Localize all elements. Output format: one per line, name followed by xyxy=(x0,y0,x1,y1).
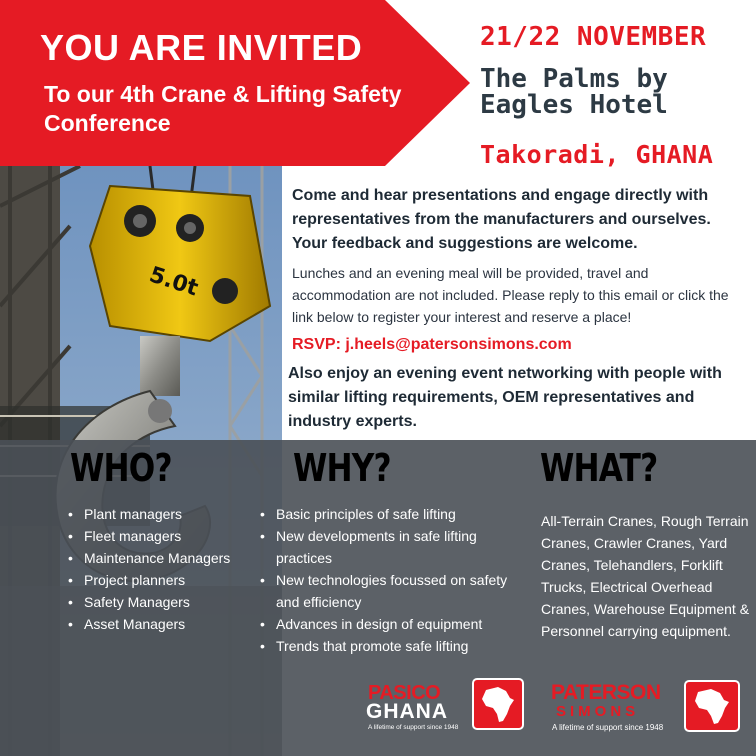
what-heading: WHAT? xyxy=(540,446,658,490)
paterson-africa-icon xyxy=(684,680,740,732)
why-item: • Basic principles of safe lifting xyxy=(258,503,520,525)
who-list xyxy=(66,503,266,635)
event-venue: The Palms by Eagles Hotel xyxy=(480,64,668,120)
who-item: • Fleet managers xyxy=(66,525,266,547)
why-item: • New developments in safe lifting practices xyxy=(258,525,520,569)
who-item: • Project planners xyxy=(66,569,266,591)
pasico-logo-line1: PASICO xyxy=(368,682,441,704)
why-item: • Advances in design of equipment xyxy=(258,613,520,635)
why-item: • Trends that promote safe lifting xyxy=(258,635,520,657)
who-item: • Safety Managers xyxy=(66,591,266,613)
paterson-logo-line1: PATERSON xyxy=(551,681,661,704)
why-item: • New technologies focussed on safety and efficiency xyxy=(258,569,520,613)
paterson-logo-line2: SIMONS xyxy=(556,703,640,720)
why-heading: WHY? xyxy=(293,446,391,490)
rsvp-email-link[interactable]: RSVP: j.heels@patersonsimons.com xyxy=(292,336,572,353)
who-item: • Asset Managers xyxy=(66,613,266,635)
who-item: • Maintenance Managers xyxy=(66,547,266,569)
event-city: Takoradi, GHANA xyxy=(480,140,714,169)
banner-subtitle: To our 4th Crane & Lifting Safety Conference xyxy=(44,81,402,136)
event-date: 21/22 NOVEMBER xyxy=(480,22,707,52)
who-heading: WHO? xyxy=(70,446,172,490)
pasico-logo-line2: GHANA xyxy=(366,700,448,723)
pasico-tagline: A lifetime of support since 1948 xyxy=(368,724,459,731)
who-item: • Plant managers xyxy=(66,503,266,525)
what-paragraph: All-Terrain Cranes, Rough Terrain Cranes, Crawler Cranes, Yard Cranes, Telehandlers, Forklift Trucks, Electrical Overhead Cranes, Warehouse Equipment & Personnel carrying equipment. xyxy=(541,513,750,639)
intro-paragraph: Come and hear presentations and engage directly with representatives from the manufacturers and ourselves. Your feedback and suggestions are welcome. xyxy=(292,187,711,252)
pasico-africa-icon xyxy=(472,678,524,730)
paterson-tagline: A lifetime of support since 1948 xyxy=(552,723,664,732)
why-list xyxy=(258,503,520,657)
networking-paragraph: Also enjoy an evening event networking with people with similar lifting requirements, OEM representatives and industry experts. xyxy=(288,365,722,430)
hook-load-label: 5.0t xyxy=(146,262,201,302)
banner-title: YOU ARE INVITED xyxy=(40,27,363,68)
details-paragraph: Lunches and an evening meal will be provided, travel and accommodation are not included. Please reply to this email or click the link below to register your interest and reserve a place! xyxy=(292,265,729,325)
